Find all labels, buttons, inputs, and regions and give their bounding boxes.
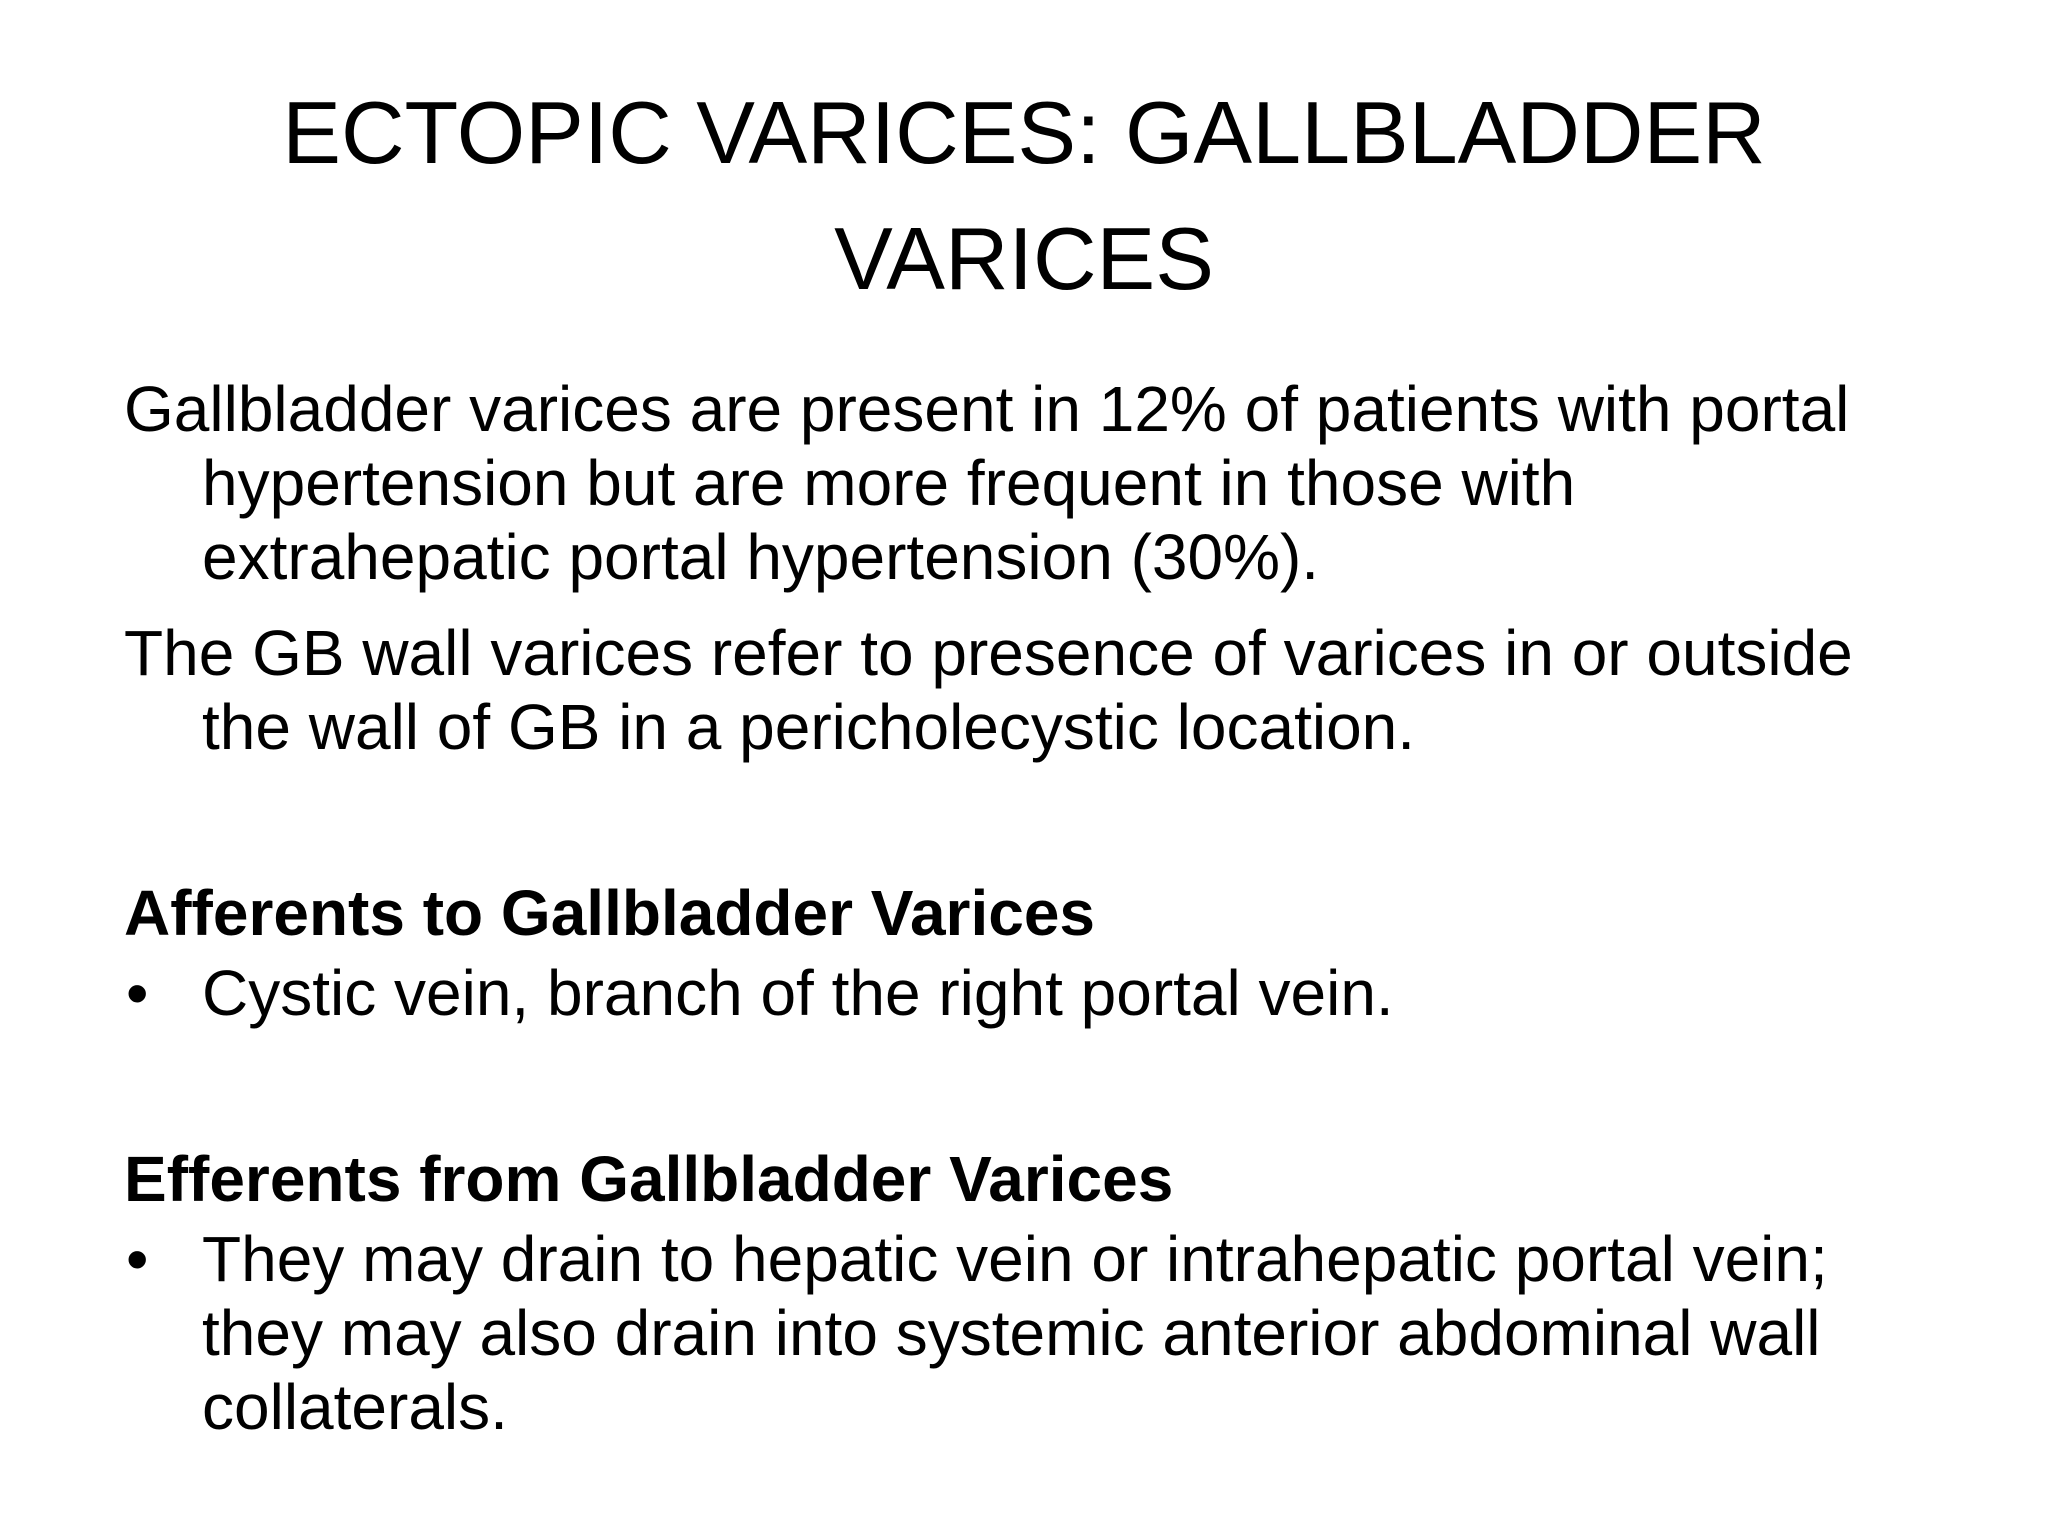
title-line-1: ECTOPIC VARICES: GALLBLADDER [282,83,1766,182]
efferents-heading: Efferents from Gallbladder Varices [124,1143,1174,1215]
afferents-bullet-item [124,956,1924,1030]
title-line-2: VARICES [834,209,1214,308]
afferents-bullet-text: Cystic vein, branch of the right portal vein. [202,957,1394,1029]
slide-body [124,372,1924,1444]
paragraph-prevalence: Gallbladder varices are present in 12% of patients with portal hypertension but are more frequent in those with extrahepatic portal hypertension (30%). [124,373,1850,593]
afferents-heading: Afferents to Gallbladder Varices [124,877,1095,949]
bullet-icon: • [126,957,149,1029]
paragraph-definition: The GB wall varices refer to presence of varices in or outside the wall of GB in a pericholecystic location. [124,617,1853,763]
efferents-bullet-text: They may drain to hepatic vein or intrahepatic portal vein; they may also drain into systemic anterior abdominal wall collaterals. [202,1223,1828,1443]
bullet-icon: • [126,1223,149,1295]
slide-title [160,70,1888,322]
efferents-bullet-item [124,1222,1924,1444]
